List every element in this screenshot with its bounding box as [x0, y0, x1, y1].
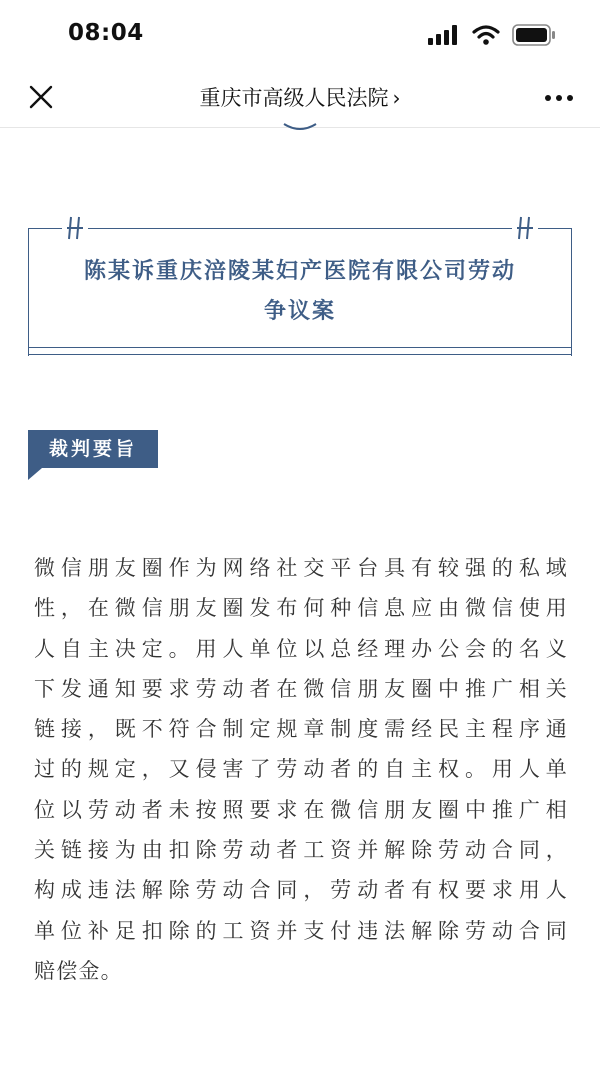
article-title: [40, 252, 560, 332]
article-title-line: 争议案: [263, 299, 336, 324]
battery-icon: [512, 24, 556, 46]
body-line: 微信朋友圈作为网络社交平台具有较强的私域: [34, 556, 568, 580]
title-box-underline: [28, 354, 572, 355]
article-body: [34, 548, 568, 991]
section-tag-tail: [28, 468, 42, 480]
body-line: 链接，既不符合制定规章制度需经民主程序通: [34, 717, 568, 742]
status-bar: [0, 0, 600, 68]
section-tag: [28, 430, 158, 468]
body-line: 构成违法解除劳动合同，劳动者有权要求用人: [34, 878, 568, 903]
body-line: 过的规定，又侵害了劳动者的自主权。用人单: [34, 757, 568, 782]
decorative-arc: [282, 122, 318, 132]
account-name: 重庆市高级人民法院: [199, 86, 389, 110]
account-title-link[interactable]: [0, 82, 600, 112]
nav-bar: [0, 68, 600, 128]
status-time: 08:04: [68, 20, 144, 46]
signal-icon: [428, 25, 460, 45]
chevron-right-icon: ›: [392, 86, 401, 110]
body-line: 位以劳动者未按照要求在微信朋友圈中推广相: [34, 797, 568, 822]
body-line: 下发通知要求劳动者在微信朋友圈中推广相关: [34, 676, 568, 701]
body-line: 赔偿金。: [34, 958, 123, 983]
article-title-line: 陈某诉重庆涪陵某妇产医院有限公司劳动: [83, 259, 516, 284]
more-icon[interactable]: [544, 94, 574, 102]
status-icons: [428, 24, 556, 46]
body-line: 关链接为由扣除劳动者工资并解除劳动合同，: [34, 838, 568, 863]
title-box-right-ext: [571, 346, 572, 356]
body-line: 单位补足扣除的工资并支付违法解除劳动合同: [34, 918, 568, 943]
title-box-left-ext: [28, 346, 29, 356]
binder-clip-icon: [62, 214, 88, 242]
wifi-icon: [472, 25, 500, 45]
binder-clip-icon: [512, 214, 538, 242]
section-tag-label: 裁判要旨: [48, 438, 137, 460]
body-line: 性，在微信朋友圈发布何种信息应由微信使用: [34, 596, 568, 621]
body-line: 人自主决定。用人单位以总经理办公会的名义: [34, 636, 568, 661]
